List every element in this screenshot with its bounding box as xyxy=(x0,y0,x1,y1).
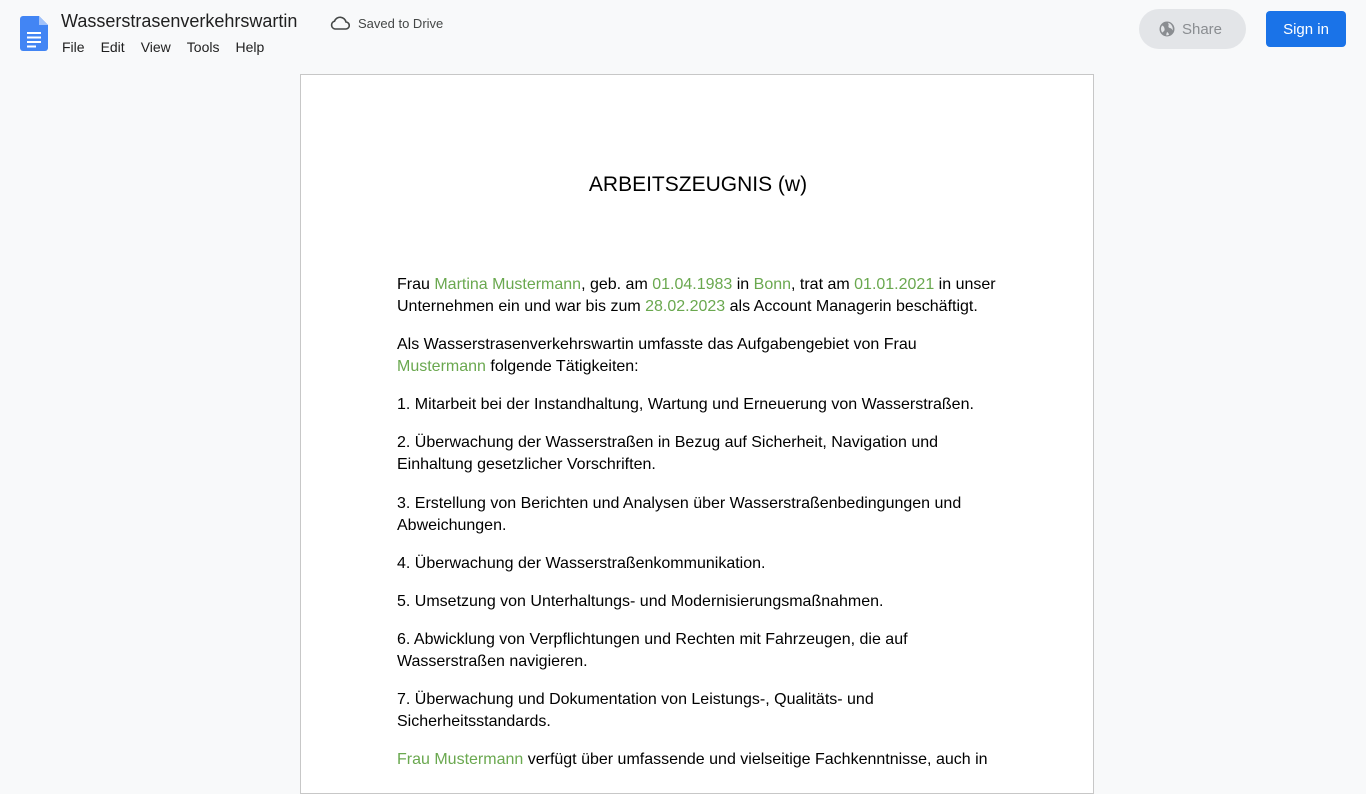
menu-help[interactable]: Help xyxy=(235,39,265,55)
sign-in-button[interactable]: Sign in xyxy=(1266,11,1346,47)
closing-name: Frau Mustermann xyxy=(397,751,524,768)
intro-text-2: , geb. am xyxy=(581,276,653,293)
duty-item: 1. Mitarbeit bei der Instandhaltung, Wartung und Erneuerung von Wasserstraßen. xyxy=(397,396,974,413)
menu-bar xyxy=(54,36,272,58)
intro-text-5: in unser Unternehmen ein und war bis zum xyxy=(397,276,996,315)
save-status[interactable] xyxy=(330,14,443,32)
duties-intro-text-2: folgende Tätigkeiten: xyxy=(485,358,639,375)
duty-item: 4. Überwachung der Wasserstraßenkommunikation. xyxy=(397,555,766,572)
document-page[interactable] xyxy=(300,74,1094,794)
cloud-done-icon xyxy=(330,16,350,30)
duties-intro-paragraph xyxy=(397,334,999,378)
globe-icon xyxy=(1159,21,1175,37)
document-title[interactable]: Wasserstrasenverkehrswartin xyxy=(61,11,298,31)
duties-intro-text-1: Als Wasserstrasenverkehrswartin umfasste das Aufgabengebiet von Frau xyxy=(397,336,917,353)
menu-file[interactable]: File xyxy=(62,39,85,55)
share-label: Share xyxy=(1181,20,1223,38)
menu-tools[interactable]: Tools xyxy=(186,39,220,55)
intro-text-3: in xyxy=(732,276,754,293)
share-button[interactable] xyxy=(1139,9,1246,49)
closing-text: verfügt über umfassende und vielseitige Fachkenntnisse, auch in xyxy=(523,751,988,768)
start-date: 01.01.2021 xyxy=(854,276,935,293)
birth-place: Bonn xyxy=(753,276,792,293)
duty-item: 7. Überwachung und Dokumentation von Leistungs-, Qualitäts- und Sicherheitsstandards. xyxy=(397,691,874,730)
menu-view[interactable]: View xyxy=(140,39,171,55)
menu-edit[interactable]: Edit xyxy=(100,39,125,55)
birth-date: 01.04.1983 xyxy=(652,276,733,293)
intro-text-6: als Account Managerin beschäftigt. xyxy=(725,298,978,315)
intro-text-4: , trat am xyxy=(791,276,855,293)
intro-paragraph xyxy=(397,274,999,318)
top-bar xyxy=(0,0,1366,64)
employee-name: Martina Mustermann xyxy=(434,276,582,293)
google-docs-icon[interactable] xyxy=(20,16,48,51)
duty-item: 2. Überwachung der Wasserstraßen in Bezug auf Sicherheit, Navigation und Einhaltung gesetzlicher Vorschriften. xyxy=(397,434,939,473)
document-heading: ARBEITSZEUGNIS (w) xyxy=(588,173,808,196)
duty-item: 5. Umsetzung von Unterhaltungs- und Modernisierungsmaßnahmen. xyxy=(397,593,884,610)
duty-item: 3. Erstellung von Berichten und Analysen über Wasserstraßenbedingungen und Abweichungen. xyxy=(397,495,962,534)
intro-text-1: Frau xyxy=(397,276,435,293)
employee-surname: Mustermann xyxy=(397,358,486,375)
duty-item: 6. Abwicklung von Verpflichtungen und Rechten mit Fahrzeugen, die auf Wasserstraßen navigieren. xyxy=(397,631,908,670)
save-status-label: Saved to Drive xyxy=(358,15,444,31)
end-date: 28.02.2023 xyxy=(645,298,726,315)
